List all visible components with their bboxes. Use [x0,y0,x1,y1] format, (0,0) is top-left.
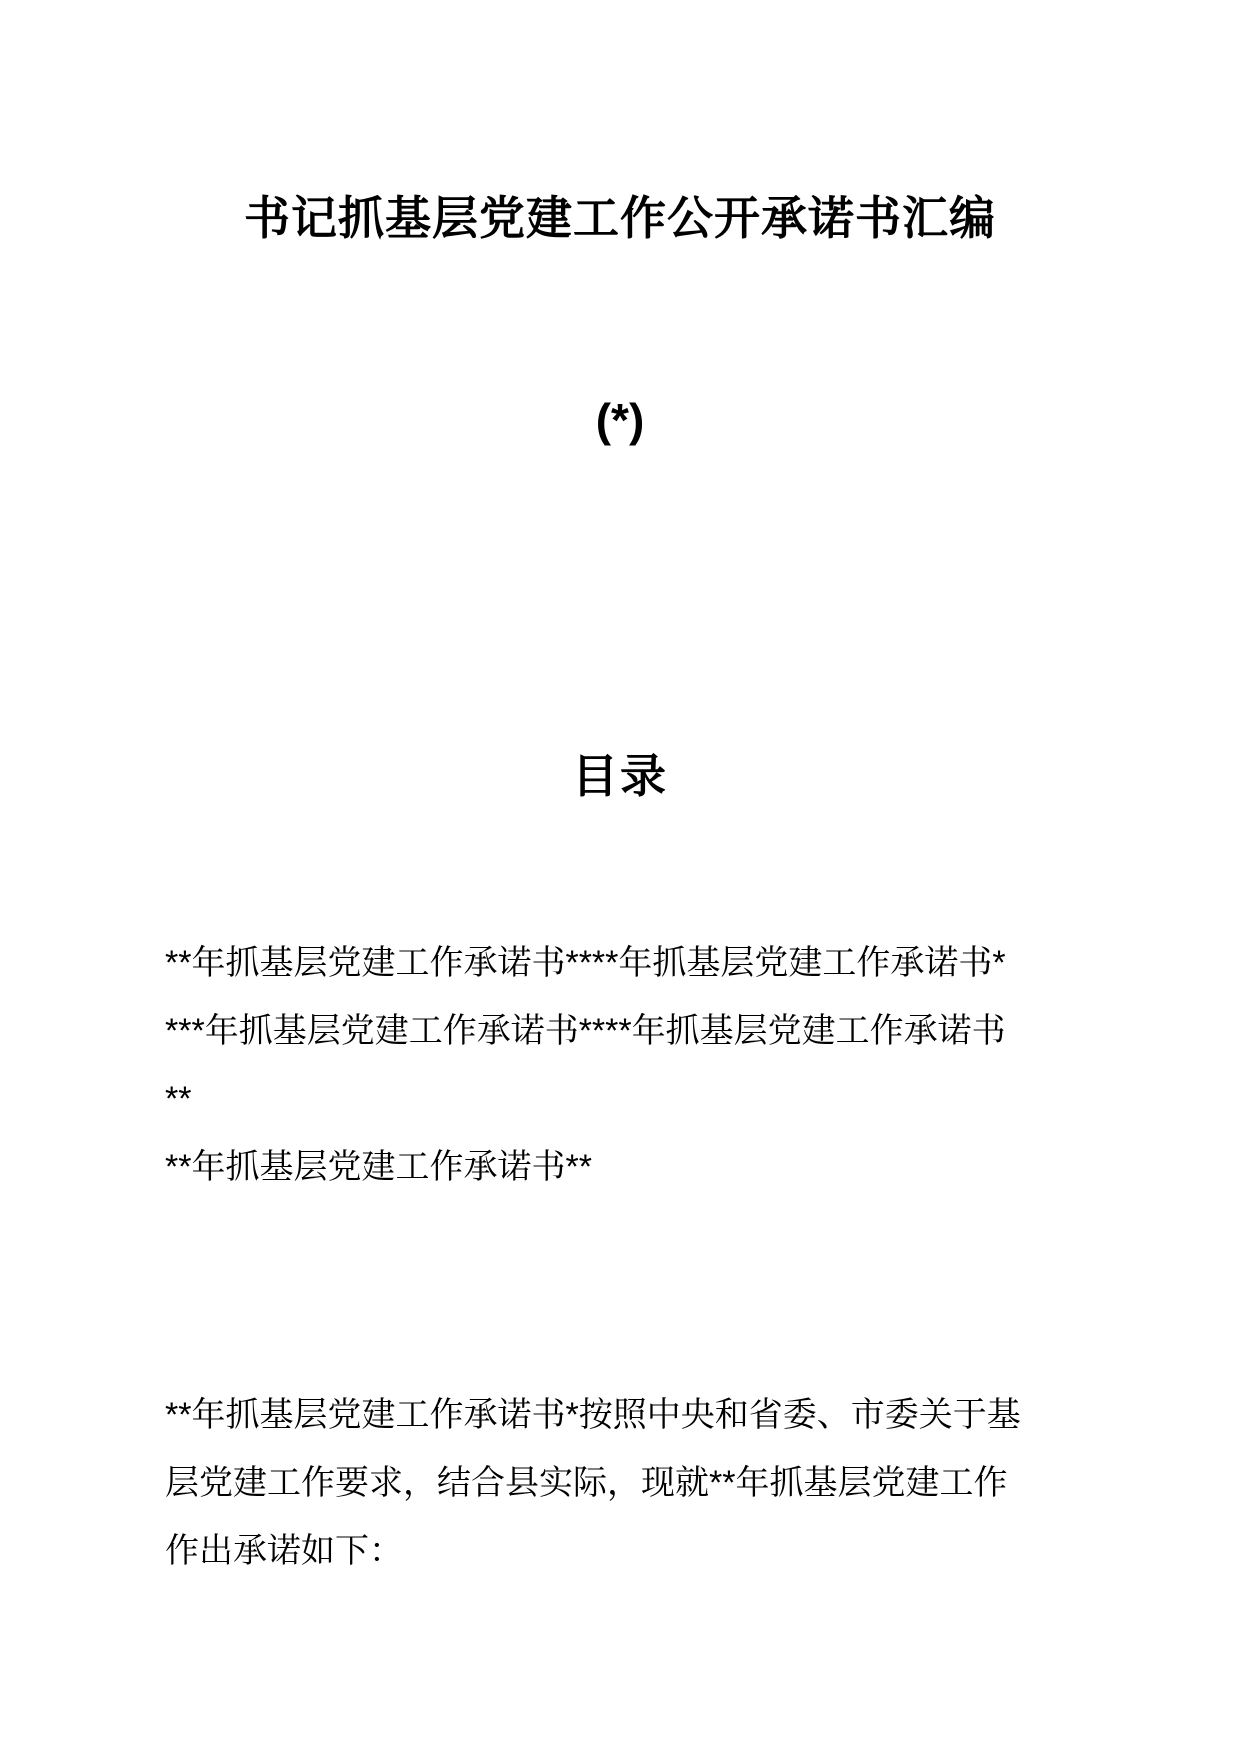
toc-line: **年抓基层党建工作承诺书** [165,1148,592,1186]
body-paragraph [0,1381,1240,1585]
subtitle-placeholder: (*) [595,394,645,446]
body-line: 作出承诺如下： [165,1532,403,1570]
toc-heading: 目录 [572,750,668,802]
toc-line: **年抓基层党建工作承诺书****年抓基层党建工作承诺书* [165,944,1006,982]
toc-list [0,929,1240,1201]
document-title: 书记抓基层党建工作公开承诺书汇编 [244,192,996,244]
toc-line: ***年抓基层党建工作承诺书****年抓基层党建工作承诺书 [165,1012,1006,1050]
toc-line: ** [165,1080,192,1118]
body-line: 层党建工作要求，结合县实际，现就**年抓基层党建工作 [165,1464,1008,1502]
body-line: **年抓基层党建工作承诺书*按照中央和省委、市委关于基 [165,1396,1021,1434]
